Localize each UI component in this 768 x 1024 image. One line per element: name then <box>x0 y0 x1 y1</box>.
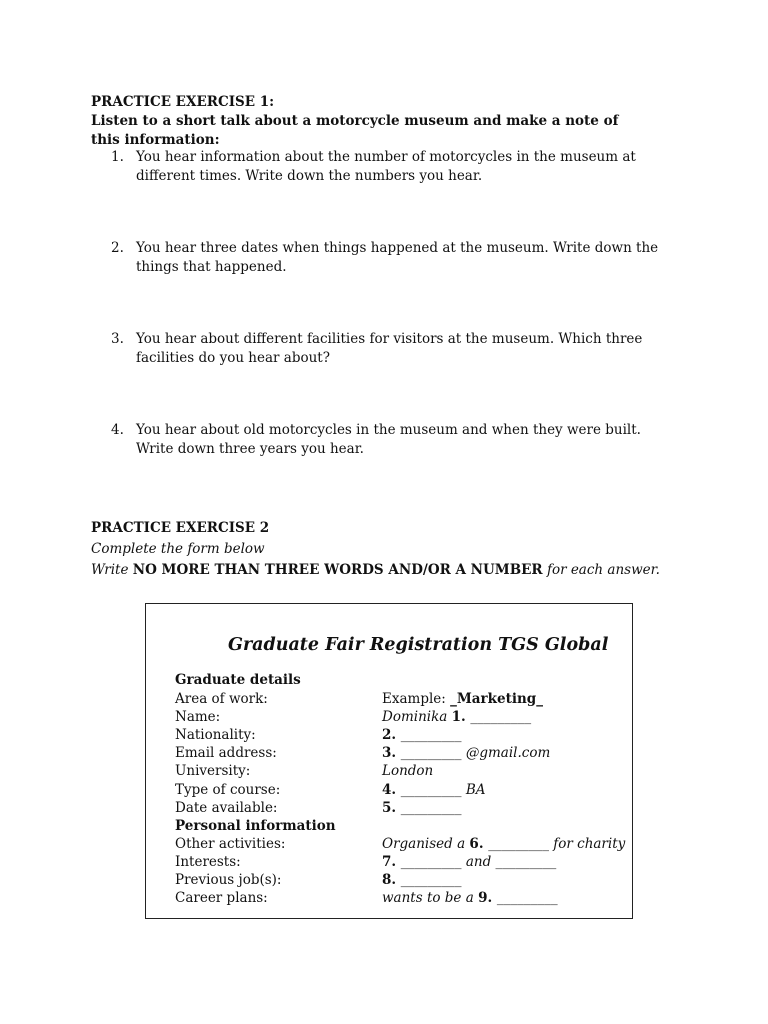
form-row-nationality <box>175 727 615 745</box>
suffix-text: for charity <box>548 836 626 852</box>
gap-number: 7. <box>382 854 401 870</box>
question-text: You hear information about the number of motorcycles in the museum at different times. Write down the numbers you hear. <box>136 149 636 184</box>
answer-blank[interactable]: _________ <box>488 836 549 852</box>
form-row-area-of-work <box>175 691 615 709</box>
field-label: Career plans: <box>175 890 268 906</box>
field-value <box>382 691 543 707</box>
form-row-other-activities <box>175 836 626 854</box>
form-row-type-of-course <box>175 782 615 800</box>
field-value <box>382 890 558 906</box>
answer-blank[interactable]: _________ <box>400 782 462 798</box>
field-value <box>382 745 550 761</box>
form-row-career-plans <box>175 890 615 908</box>
form-row-interests <box>175 854 615 872</box>
question-text: You hear about old motorcycles in the museum and when they were built. Write down three years you hear. <box>136 422 641 457</box>
gap-number: 6. <box>469 836 489 852</box>
answer-blank[interactable]: _________ <box>400 727 462 743</box>
prefix-text: Organised a <box>382 836 470 852</box>
gap-number: 2. <box>382 727 401 743</box>
gap-number: 8. <box>382 872 401 888</box>
answer-blank[interactable]: _________ <box>496 890 558 906</box>
prefix-text: wants to be a <box>382 890 479 906</box>
answer-blank[interactable]: _________ <box>400 800 462 816</box>
section-graduate-details: Graduate details <box>175 672 301 688</box>
form-row-date-available <box>175 800 615 818</box>
gap-number: 5. <box>382 800 401 816</box>
form-row-previous-jobs <box>175 872 615 890</box>
instruction-limit: NO MORE THAN THREE WORDS AND/OR A NUMBER <box>132 562 543 578</box>
field-value <box>382 709 531 725</box>
field-label: Name: <box>175 709 221 725</box>
suffix-text: BA <box>461 782 486 798</box>
exercise-1-title: PRACTICE EXERCISE 1: <box>91 94 275 110</box>
example-prefix: Example: <box>382 691 451 707</box>
exercise-2-instruction-2 <box>91 562 660 578</box>
exercise-2-title: PRACTICE EXERCISE 2 <box>91 520 270 536</box>
gap-number: 9. <box>478 890 497 906</box>
field-label: Previous job(s): <box>175 872 282 888</box>
answer-blank[interactable]: _________ <box>470 709 532 725</box>
form-title: Graduate Fair Registration TGS Global <box>228 635 609 655</box>
answer-blank[interactable]: _________ <box>400 872 462 888</box>
suffix-text: @gmail.com <box>461 745 551 761</box>
field-label: Email address: <box>175 745 277 761</box>
form-row-name <box>175 709 615 727</box>
question-text: You hear about different facilities for visitors at the museum. Which three facilities do you hear about? <box>136 331 643 366</box>
field-label: Date available: <box>175 800 278 816</box>
instruction-prefix: Write <box>91 562 133 578</box>
question-number: 3. <box>111 331 124 347</box>
exercise-1-instruction: Listen to a short talk about a motorcycle museum and make a note of this information: <box>91 113 619 148</box>
field-value <box>382 854 556 870</box>
example-answer: _Marketing_ <box>450 691 543 707</box>
gap-number: 4. <box>382 782 401 798</box>
field-value: London <box>382 763 434 779</box>
form-row-university <box>175 763 615 781</box>
answer-blank[interactable]: _________ <box>400 854 462 870</box>
prefix-text: Dominika <box>382 709 452 725</box>
field-value <box>382 782 486 798</box>
instruction-suffix: for each answer. <box>542 562 660 578</box>
field-label: Type of course: <box>175 782 281 798</box>
question-number: 4. <box>111 422 124 438</box>
field-value <box>382 800 462 816</box>
field-label: University: <box>175 763 251 779</box>
field-value <box>382 727 462 743</box>
field-value <box>382 836 625 852</box>
registration-form-box <box>145 603 633 919</box>
question-number: 1. <box>111 149 124 165</box>
question-text: You hear three dates when things happened at the museum. Write down the things that happened. <box>136 240 659 275</box>
form-row-email <box>175 745 615 763</box>
field-label: Interests: <box>175 854 241 870</box>
answer-blank[interactable]: _________ <box>495 854 557 870</box>
field-label: Area of work: <box>175 691 268 707</box>
question-number: 2. <box>111 240 124 256</box>
suffix-text: and <box>461 854 496 870</box>
answer-blank[interactable]: _________ <box>400 745 462 761</box>
exercise-2-instruction-1: Complete the form below <box>91 541 265 557</box>
section-personal-information: Personal information <box>175 818 336 834</box>
field-value <box>382 872 462 888</box>
gap-number: 3. <box>382 745 401 761</box>
gap-number: 1. <box>451 709 471 725</box>
field-label: Other activities: <box>175 836 286 852</box>
field-label: Nationality: <box>175 727 256 743</box>
